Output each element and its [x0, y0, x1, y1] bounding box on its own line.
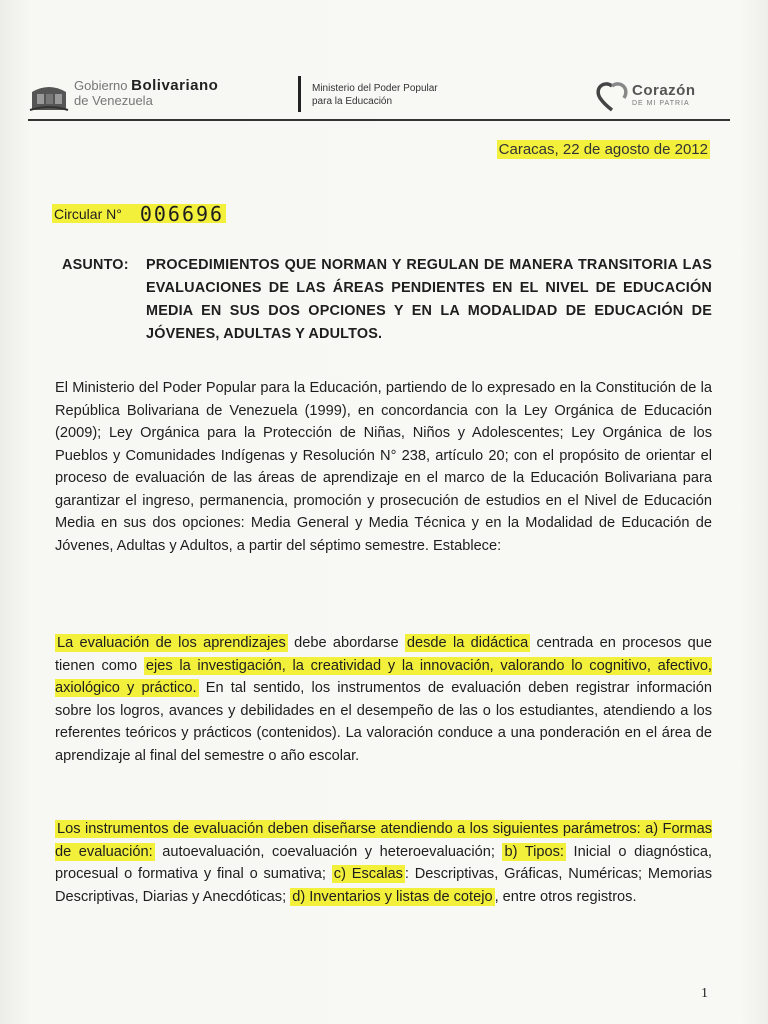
government-label: Gobierno Bolivariano de Venezuela	[74, 77, 219, 108]
corazon-logo: Corazón DE MI PATRIA	[594, 80, 734, 114]
letterhead-rule	[28, 119, 730, 121]
ministry-label: Ministerio del Poder Popular para la Educación	[312, 83, 438, 107]
paragraph-evaluation: La evaluación de los aprendizajes debe abordarse desde la didáctica centrada en procesos que tienen como ejes la investigación, la creatividad y la innovación, valorando lo cognitivo, afectivo, axiológico y práctico. En tal sentido, los instrumentos de evaluación deben registrar información sobre los logros, avances y debilidades en el desempeño de las o los estudiantes, atendiendo a los referentes teóricos y prácticos (contenidos). La valoración conduce a una ponderación en el área de aprendizaje al final del semestre o año escolar.	[55, 635, 712, 764]
subject-text: PROCEDIMIENTOS QUE NORMAN Y REGULAN DE MANERA TRANSITORIA LAS EVALUACIONES DE LAS ÁREAS PENDIENTES EN EL NIVEL DE EDUCACIÓN MEDIA EN SUS DOS OPCIONES Y EN LA MODALIDAD DE EDUCACIÓN DE JÓVENES, ADULTAS Y ADULTOS.	[146, 257, 712, 342]
coat-of-arms-icon	[28, 82, 70, 112]
paragraph-intro: El Ministerio del Poder Popular para la Educación, partiendo de lo expresado en la Constitución de la República Bolivariana de Venezuela (1999), en concordancia con la Ley Orgánica de Educación (2009); Ley Orgánica para la Protección de Niñas, Niños y Adolescentes; Ley Orgánica de los Pueblos y Comunidades Indígenas y Resolución N° 238, artículo 20; con el propósito de orientar el proceso de evaluación de las áreas de aprendizaje en el marco de la Educación Bolivariana para garantizar el ingreso, permanencia, promoción y prosecución de estudios en el Nivel de Educación Media en sus dos opciones: Media General y Media Técnica y en la Modalidad de Educación de Jóvenes, Adultas y Adultos, a partir del séptimo semestre. Establece:	[55, 380, 712, 554]
subject-block	[62, 254, 712, 346]
subject-label: ASUNTO:	[62, 257, 129, 273]
page-number: 1	[701, 986, 708, 1001]
letterhead	[28, 74, 730, 122]
paragraph-instruments: Los instrumentos de evaluación deben diseñarse atendiendo a los siguientes parámetros: a) Formas de evaluación: autoevaluación, coevaluación y heteroevaluación; b) Tipos: Inicial o diagnóstica, procesual o formativa y final o sumativa; c) Escalas : Descriptivas, Gráficas, Numéricas; Memorias Descriptivas, Diarias y Anecdóticas; d) Inventarios y listas de cotejo , entre otros registros.	[55, 821, 712, 905]
heart-logo-icon	[594, 82, 630, 112]
letterhead-divider	[298, 76, 301, 112]
circular-number: Circular N° 006696	[54, 202, 225, 226]
document-date: Caracas, 22 de agosto de 2012	[498, 141, 708, 158]
